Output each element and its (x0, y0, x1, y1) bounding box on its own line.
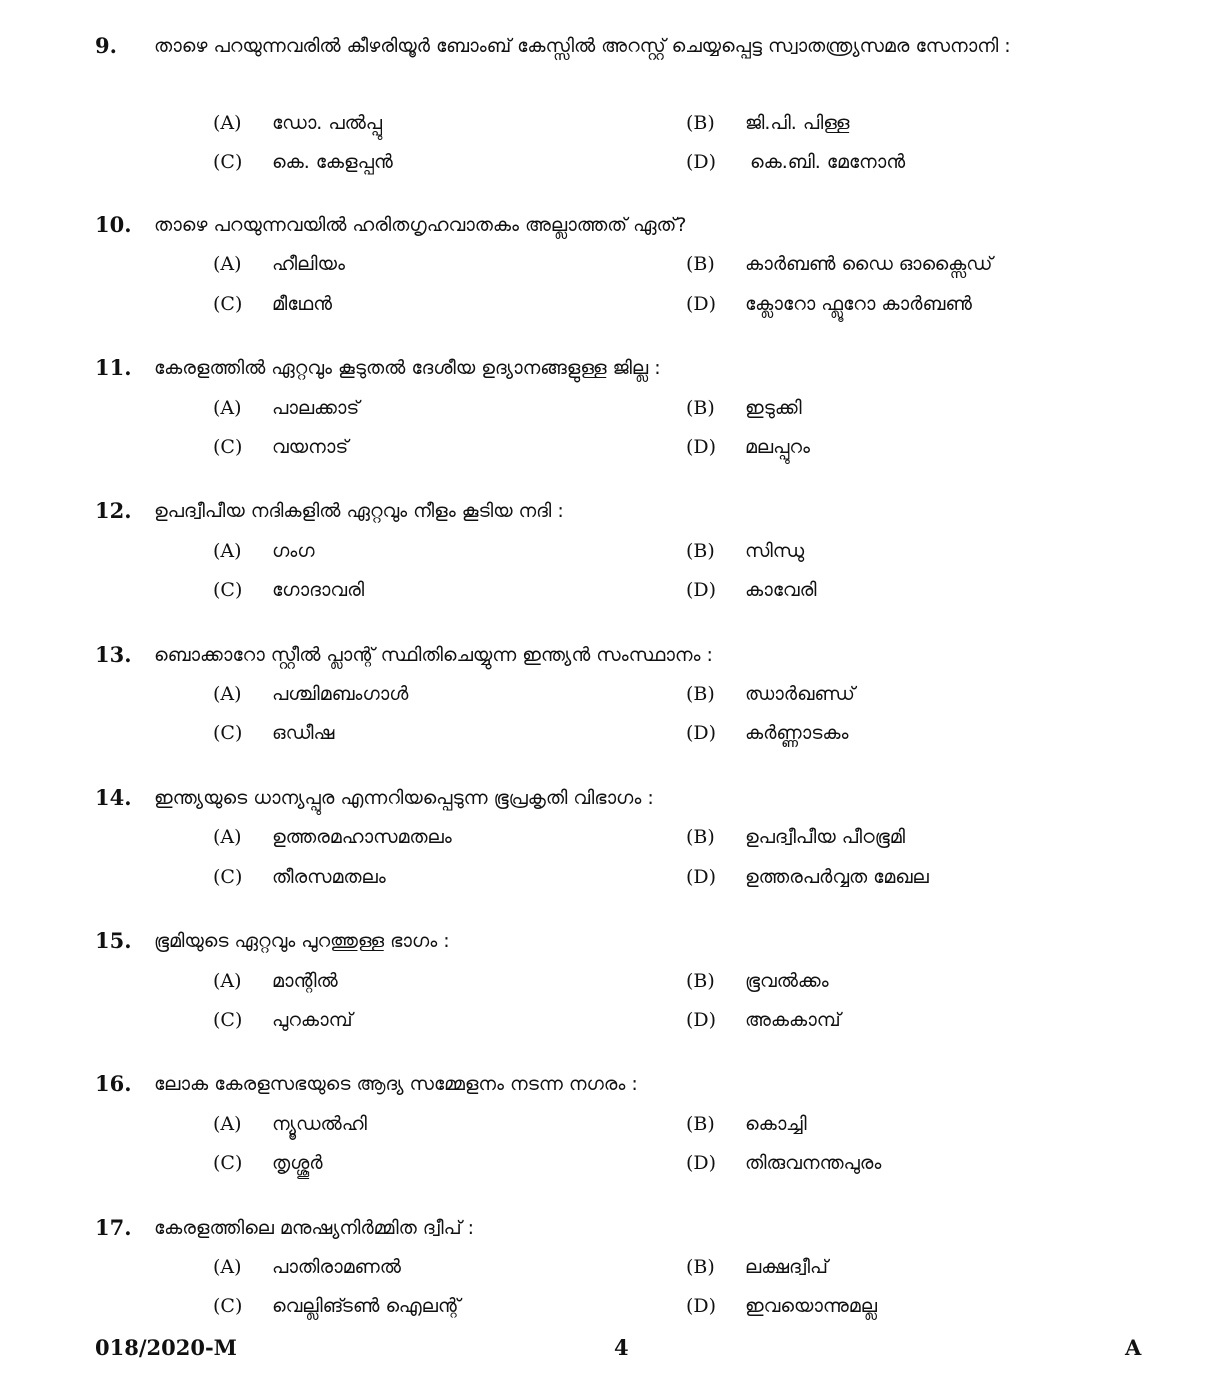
option-letter: (C) (213, 293, 243, 315)
option-letter: (D) (686, 579, 717, 601)
option-text: കെ.ബി. മേനോൻ (750, 151, 906, 173)
option-text: കർണ്ണാടകം (745, 722, 849, 744)
option-text: മീഥേൻ (272, 293, 332, 315)
question-text: ഇന്ത്യയുടെ ധാന്യപ്പുര എന്നറിയപ്പെടുന്ന ഭൂപ്രകൃതി വിഭാഗം : (154, 787, 654, 809)
option-text: ഉത്തരപർവ്വത മേഖല (745, 866, 929, 888)
option-text: ഭൂവൽക്കം (745, 970, 829, 992)
option-text: ഹീലിയം (272, 253, 345, 275)
option-text: ക്ലോറോ ഫ്ലൂറോ കാർബൺ (745, 293, 972, 315)
option-letter: (D) (686, 151, 717, 173)
option-text: ന്യൂഡൽഹി (272, 1113, 367, 1135)
question-number: 10. (95, 212, 132, 237)
option-letter: (A) (213, 397, 242, 419)
option-letter: (B) (686, 826, 715, 848)
question-number: 14. (95, 785, 132, 810)
series-letter: A (1125, 1335, 1142, 1360)
option-letter: (A) (213, 253, 242, 275)
question-text: താഴെ പറയുന്നവയിൽ ഹരിതഗൃഹവാതകം അല്ലാത്തത് ഏത്? (154, 214, 687, 236)
paper-code: 018/2020-M (95, 1335, 237, 1360)
question-number: 11. (95, 355, 132, 380)
option-text: വെല്ലിങ്ടൺ ഐലന്റ് (272, 1295, 461, 1317)
option-letter: (C) (213, 1295, 243, 1317)
option-text: പുറകാമ്പ് (272, 1009, 353, 1031)
option-letter: (B) (686, 970, 715, 992)
option-letter: (D) (686, 1295, 717, 1317)
option-text: ഝാർഖണ്ഡ് (745, 683, 855, 705)
option-text: കാർബൺ ഡൈ ഓക്സൈഡ് (745, 253, 993, 275)
option-letter: (D) (686, 1152, 717, 1174)
option-text: കൊച്ചി (745, 1113, 807, 1135)
option-letter: (C) (213, 151, 243, 173)
option-letter: (D) (686, 866, 717, 888)
option-letter: (B) (686, 540, 715, 562)
option-text: പശ്ചിമബംഗാൾ (272, 683, 409, 705)
option-text: കാവേരി (745, 579, 817, 601)
option-text: മാന്റിൽ (272, 970, 338, 992)
option-letter: (A) (213, 112, 242, 134)
question-text: ബൊക്കാറോ സ്റ്റീൽ പ്ലാന്റ് സ്ഥിതിചെയ്യുന്ന ഇന്ത്യൻ സംസ്ഥാനം : (154, 644, 713, 666)
option-text: ലക്ഷദ്വീപ് (745, 1256, 828, 1278)
question-number: 9. (95, 33, 117, 58)
option-text: മലപ്പുറം (745, 436, 810, 458)
option-text: തൃശ്ശൂർ (272, 1152, 323, 1174)
option-text: തീരസമതലം (272, 866, 386, 888)
option-letter: (A) (213, 1256, 242, 1278)
question-text: ലോക കേരളസഭയുടെ ആദ്യ സമ്മേളനം നടന്ന നഗരം : (154, 1073, 638, 1095)
option-letter: (B) (686, 1113, 715, 1135)
option-text: അകകാമ്പ് (745, 1009, 841, 1031)
option-letter: (C) (213, 579, 243, 601)
option-letter: (D) (686, 1009, 717, 1031)
option-text: ഇവയൊന്നുമല്ല (745, 1295, 877, 1317)
option-text: ഉപദ്വീപീയ പീഠഭൂമി (745, 826, 906, 848)
option-text: പാലക്കാട് (272, 397, 360, 419)
option-text: ഡോ. പൽപ്പു (272, 112, 383, 134)
option-letter: (B) (686, 1256, 715, 1278)
option-text: ഗോദാവരി (272, 579, 365, 601)
option-letter: (D) (686, 293, 717, 315)
option-letter: (C) (213, 722, 243, 744)
option-letter: (B) (686, 683, 715, 705)
question-text: ഭൂമിയുടെ ഏറ്റവും പുറത്തുള്ള ഭാഗം : (154, 930, 450, 952)
option-letter: (A) (213, 683, 242, 705)
option-text: കെ. കേളപ്പൻ (272, 151, 393, 173)
question-text: കേരളത്തിൽ ഏറ്റവും കൂടുതൽ ദേശീയ ഉദ്യാനങ്ങളുള്ള ജില്ല : (154, 357, 661, 379)
option-text: ഇടുക്കി (745, 397, 802, 419)
option-letter: (C) (213, 436, 243, 458)
option-letter: (B) (686, 397, 715, 419)
option-letter: (A) (213, 1113, 242, 1135)
question-number: 17. (95, 1215, 132, 1240)
question-number: 13. (95, 642, 132, 667)
option-letter: (C) (213, 1009, 243, 1031)
option-letter: (B) (686, 253, 715, 275)
option-text: വയനാട് (272, 436, 349, 458)
question-text: ഉപദ്വീപീയ നദികളിൽ ഏറ്റവും നീളം കൂടിയ നദി : (154, 500, 564, 522)
option-letter: (A) (213, 970, 242, 992)
option-text: ഒഡീഷ (272, 722, 335, 744)
option-letter: (A) (213, 826, 242, 848)
page-number: 4 (614, 1335, 629, 1360)
option-letter: (A) (213, 540, 242, 562)
option-text: പാതിരാമണൽ (272, 1256, 401, 1278)
question-number: 12. (95, 498, 132, 523)
option-text: സിന്ധു (745, 540, 805, 562)
question-text: കേരളത്തിലെ മനുഷ്യനിർമ്മിത ദ്വീപ് : (154, 1217, 475, 1239)
option-text: ജി.പി. പിള്ള (745, 112, 850, 134)
option-letter: (D) (686, 436, 717, 458)
option-text: ഉത്തരമഹാസമതലം (272, 826, 452, 848)
question-number: 15. (95, 928, 132, 953)
option-text: തിരുവനന്തപുരം (745, 1152, 882, 1174)
option-letter: (D) (686, 722, 717, 744)
question-number: 16. (95, 1071, 132, 1096)
option-letter: (C) (213, 866, 243, 888)
option-text: ഗംഗ (272, 540, 315, 562)
option-letter: (B) (686, 112, 715, 134)
question-text: താഴെ പറയുന്നവരിൽ കീഴരിയൂർ ബോംബ് കേസ്സിൽ അറസ്റ്റ് ചെയ്യപ്പെട്ട സ്വാതന്ത്ര്യസമര സേനാനി : (154, 35, 1011, 57)
option-letter: (C) (213, 1152, 243, 1174)
